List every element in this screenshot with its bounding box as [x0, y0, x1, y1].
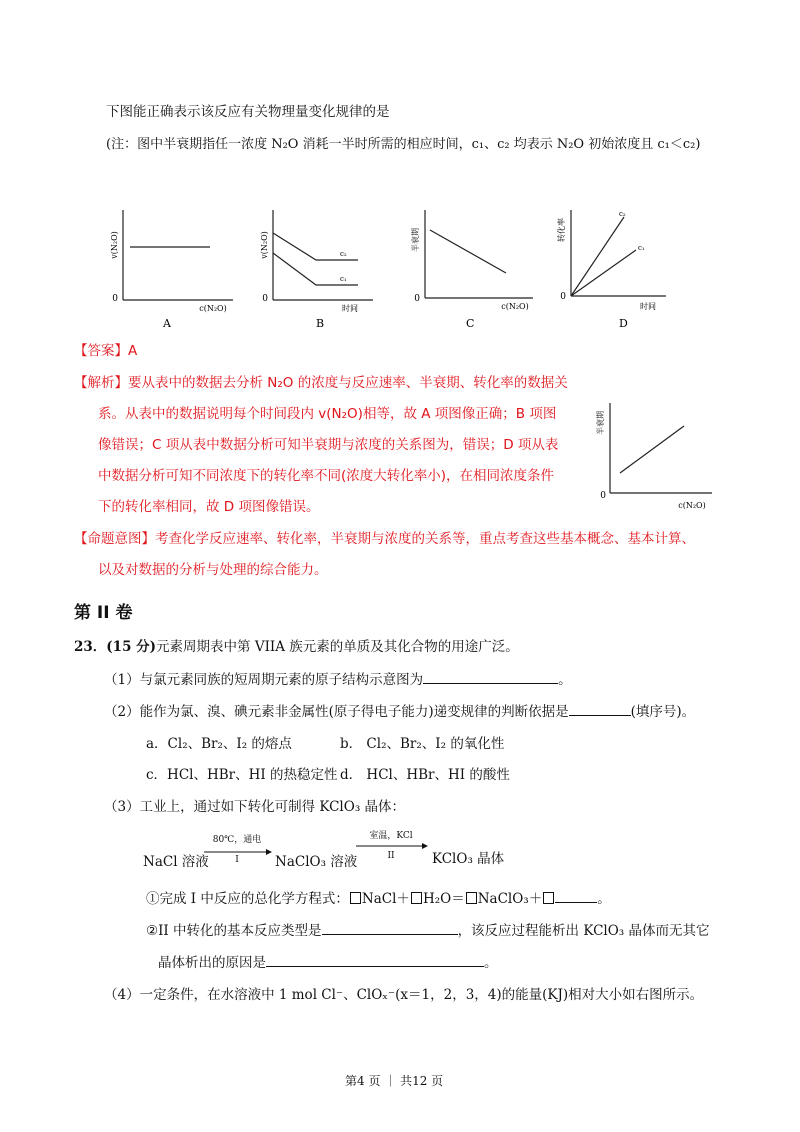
analysis-text-1: 要从表中的数据去分析 N₂O 的浓度与反应速率、半衰期、转化率的数据关 [128, 375, 568, 391]
q23-sub2-mid: ，该反应过程能析出 KClO₃ 晶体而无其它 [457, 923, 710, 939]
q23-stem [74, 638, 519, 656]
analysis-graph-line [620, 426, 684, 473]
q23-sub1-term3: NaClO₃＋ [477, 891, 543, 907]
coef-box-2[interactable] [411, 892, 422, 904]
graph-d-label-c2: c₂ [619, 210, 626, 218]
graph-d-line-c1 [571, 250, 636, 296]
graph-c [408, 205, 538, 330]
graph-a-letter: A [163, 317, 171, 330]
q23-part3: （3）工业上，通过如下转化可制得 KClO₃ 晶体： [104, 799, 406, 815]
graph-a [108, 205, 238, 330]
q23-number: 23． [74, 639, 107, 655]
graph-a-origin: 0 [112, 294, 118, 304]
intent-line-1 [74, 530, 695, 548]
analysis-line-4: 中数据分析可知不同浓度下的转化率不同(浓度大转化率小)，在相同浓度条件 [98, 468, 555, 484]
analysis-tag: 【解析】 [74, 375, 128, 391]
graph-d-label-c1: c₁ [638, 244, 645, 252]
q23-sub2-line2-text: 晶体析出的原因是 [158, 955, 266, 971]
q23-sub2-blank-2[interactable] [266, 954, 484, 967]
graph-d [556, 205, 686, 330]
option-b: b． Cl₂、Br₂、I₂ 的氧化性 [340, 736, 505, 752]
analysis-graph-ylabel: 半衰期 [596, 411, 605, 435]
q23-sub1-term1: NaCl＋ [361, 891, 410, 907]
coef-box-4[interactable] [543, 892, 554, 904]
q23-sub1-blank[interactable] [555, 890, 597, 903]
graph-b-letter: B [316, 317, 325, 330]
q23-part1-blank[interactable] [423, 671, 558, 684]
coef-box-3[interactable] [466, 892, 477, 904]
intro-question: 下图能正确表示该反应有关物理量变化规律的是 [106, 104, 390, 120]
graph-b-label-c2: c₂ [340, 250, 347, 258]
graph-d-letter: D [619, 317, 628, 330]
graph-c-ylabel: 半衰期 [411, 228, 420, 252]
intro-note: (注：图中半衰期指任一浓度 N₂O 消耗一半时所需的相应时间，c₁、c₂ 均表示 N₂O 初始浓度且 c₁＜c₂) [106, 137, 701, 152]
q23-sub2 [146, 922, 710, 940]
q23-part2 [104, 703, 695, 721]
flow-cond2-top: 室温，KCl [369, 831, 413, 841]
graph-b-ylabel: v(N₂O) [260, 231, 269, 259]
option-a: a．Cl₂、Br₂、I₂ 的熔点 [146, 736, 292, 752]
graph-c-origin: 0 [414, 294, 420, 304]
q23-part2-blank[interactable] [569, 703, 631, 716]
q23-sub1-text: ①完成 I 中反应的总化学方程式： [146, 891, 349, 907]
analysis-graph-xlabel: c(N₂O) [678, 501, 706, 510]
q23-part2-text: （2）能作为氯、溴、碘元素非金属性(原子得电子能力)递变规律的判断依据是 [104, 704, 569, 720]
flow-cond1-bottom: I [235, 855, 239, 865]
graph-d-line-c2 [571, 217, 624, 296]
flow-cond1-top: 80℃，通电 [212, 835, 262, 845]
analysis-graph-origin: 0 [600, 491, 606, 501]
q23-sub1-term2: H₂O＝ [422, 891, 465, 907]
q23-stem-text: 元素周期表中第 VIIA 族元素的单质及其化合物的用途广泛。 [156, 639, 519, 655]
q23-sub1 [146, 890, 611, 908]
page-footer: 第4 页 ｜ 共12 页 [345, 1074, 444, 1088]
graph-c-line [430, 230, 506, 273]
section-title: 第 II 卷 [74, 603, 133, 623]
graph-b-xlabel: 时间 [342, 304, 358, 313]
q23-part1 [104, 671, 572, 689]
graph-a-xlabel: c(N₂O) [199, 304, 227, 313]
q23-sub2-end: 。 [484, 955, 498, 971]
answer-tag: 【答案】 [74, 343, 128, 359]
intent-text-1: 考查化学反应速率、转化率，半衰期与浓度的关系等，重点考查这些基本概念、基本计算、 [155, 531, 695, 547]
graph-a-ylabel: v(N₂O) [110, 231, 119, 259]
graph-b-label-c1: c₁ [340, 275, 347, 283]
graph-c-letter: C [466, 317, 475, 330]
answer-value: A [128, 343, 138, 359]
flow-start: NaCl 溶液 [143, 854, 209, 870]
q23-part1-end: 。 [558, 672, 572, 688]
graph-d-xlabel: 时间 [640, 302, 656, 311]
analysis-line-1 [74, 374, 568, 392]
analysis-line-2: 系。从表中的数据说明每个时间段内 v(N₂O)相等，故 A 项图像正确；B 项图 [98, 406, 557, 422]
graph-d-ylabel: 转化率 [557, 218, 566, 242]
flow-end: KClO₃ 晶体 [432, 851, 505, 867]
graph-b [258, 205, 378, 330]
q23-part2-end: (填序号)。 [630, 704, 696, 720]
option-c: c．HCl、HBr、HI 的热稳定性 [146, 767, 338, 783]
analysis-graph [592, 398, 717, 523]
analysis-line-5: 下的转化率相同，故 D 项图像错误。 [98, 499, 320, 515]
q23-part1-text: （1）与氯元素同族的短周期元素的原子结构示意图为 [104, 672, 424, 688]
graph-c-xlabel: c(N₂O) [501, 302, 529, 311]
q23-sub2-blank-1[interactable] [322, 922, 458, 935]
q23-score: (15 分) [106, 639, 157, 655]
analysis-line-3: 像错误；C 项从表中数据分析可知半衰期与浓度的关系图为，错误；D 项从表 [98, 437, 559, 453]
option-d: d． HCl、HBr、HI 的酸性 [340, 767, 510, 783]
q23-part4: （4）一定条件，在水溶液中 1 mol Cl⁻、ClOₓ⁻(x＝1，2，3，4)的能量(KJ)相对大小如右图所示。 [104, 987, 704, 1003]
coef-box-1[interactable] [350, 892, 361, 904]
intent-tag: 【命题意图】 [74, 531, 155, 547]
graph-b-origin: 0 [262, 294, 268, 304]
q23-sub2-line2 [158, 954, 498, 972]
graph-d-origin: 0 [560, 292, 566, 302]
q23-sub1-end: 。 [597, 891, 611, 907]
intent-line-2: 以及对数据的分析与处理的综合能力。 [98, 562, 328, 578]
answer [74, 342, 137, 360]
flow-mid: NaClO₃ 溶液 [275, 854, 358, 870]
flow-cond2-bottom: II [387, 851, 395, 861]
q23-sub2-text: ②II 中转化的基本反应类型是 [146, 923, 322, 939]
